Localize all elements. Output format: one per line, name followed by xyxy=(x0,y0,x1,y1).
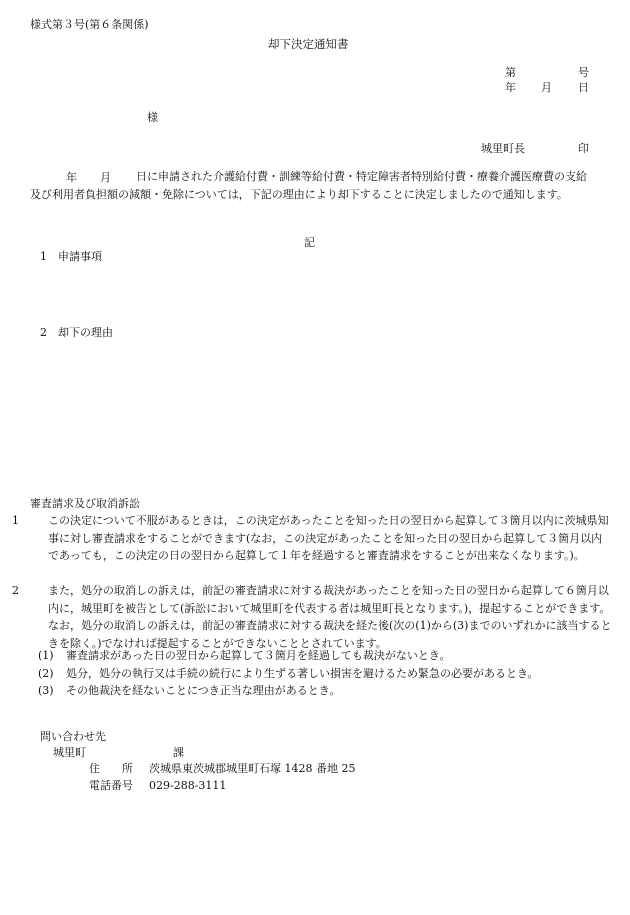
appeal-item-1-num: 1 xyxy=(12,514,19,527)
intro-body: 日に申請された介護給付費・訓練等給付費・特定障害者特別給付費・療養介護医療費の支給及び利用者負担額の減額・免除については，下記の理由により却下することに決定しましたので通知します。 xyxy=(30,170,587,201)
appeal-subitem-2 xyxy=(38,665,598,683)
sender-seal: 印 xyxy=(578,142,589,155)
contact-phone-label: 電話番号 xyxy=(89,779,133,792)
appeal-subitem-3 xyxy=(38,682,598,700)
contact-address-label: 住 所 xyxy=(89,762,133,775)
date-year: 年 xyxy=(505,81,516,94)
document-title: 却下決定通知書 xyxy=(268,37,349,51)
appeal-item-2 xyxy=(12,582,613,652)
contact-address: 茨城県東茨城郡城里町石塚 1428 番地 25 xyxy=(149,762,356,775)
intro-year: 年 xyxy=(66,171,77,184)
contact-office: 城里町 xyxy=(53,746,86,759)
appeal-subitem-1 xyxy=(38,647,598,665)
appeal-subitem-3-num: (3) xyxy=(38,684,54,697)
appeal-item-1-text: この決定について不服があるときは，この決定があったことを知った日の翌日から起算して３箇月以内に茨城県知事に対し審査請求をすることができます(なお，この決定があったことを知った日の翌日から起算して３箇月以内であっても，この決定の日の翌日から起算して１年を経過すると審査請求をすることが出来なくなります。)。 xyxy=(48,514,609,562)
section-rejection-reason: 2 却下の理由 xyxy=(40,326,113,339)
number-go: 号 xyxy=(578,66,589,79)
appeal-subitem-1-num: (1) xyxy=(38,649,54,662)
appeal-subitem-3-text: その他裁決を経ないことにつき正当な理由があるとき。 xyxy=(66,684,341,697)
appeal-subitem-2-text: 処分，処分の執行又は手続の続行により生ずる著しい損害を避けるため緊急の必要があるとき。 xyxy=(66,667,539,680)
appeal-subitem-2-num: (2) xyxy=(38,667,54,680)
appeal-item-2-num: 2 xyxy=(12,584,19,597)
appeal-subitem-1-text: 審査請求があった日の翌日から起算して３箇月を経過しても裁決がないとき。 xyxy=(66,649,451,662)
sender-name: 城里町長 xyxy=(481,142,525,155)
appeal-item-2-text: また，処分の取消しの訴えは，前記の審査請求に対する裁決があったことを知った日の翌日から起算して６箇月以内に，城里町を被告として(訴訟において城里町を代表する者は城里町長となります。)，提起することができます。なお，処分の取消しの訴えは，前記の審査請求に対する裁決を経た後(次の(1)から(3)までのいずれかに該当するときを除く。)でなければ提起することができないこととされています。 xyxy=(48,584,612,650)
intro-month: 月 xyxy=(100,171,111,184)
form-number: 様式第３号(第６条関係) xyxy=(30,18,149,31)
date-day: 日 xyxy=(578,81,589,94)
contact-ka: 課 xyxy=(173,746,184,759)
addressee-sama: 様 xyxy=(147,111,158,124)
contact-heading: 問い合わせ先 xyxy=(40,730,106,743)
date-month: 月 xyxy=(541,81,552,94)
ki-label: 記 xyxy=(304,236,315,249)
contact-phone: 029-288-3111 xyxy=(149,779,227,792)
appeal-heading: 審査請求及び取消訴訟 xyxy=(30,497,140,510)
number-dai: 第 xyxy=(505,66,516,79)
appeal-item-1 xyxy=(12,512,613,565)
section-application: 1 申請事項 xyxy=(40,250,102,263)
